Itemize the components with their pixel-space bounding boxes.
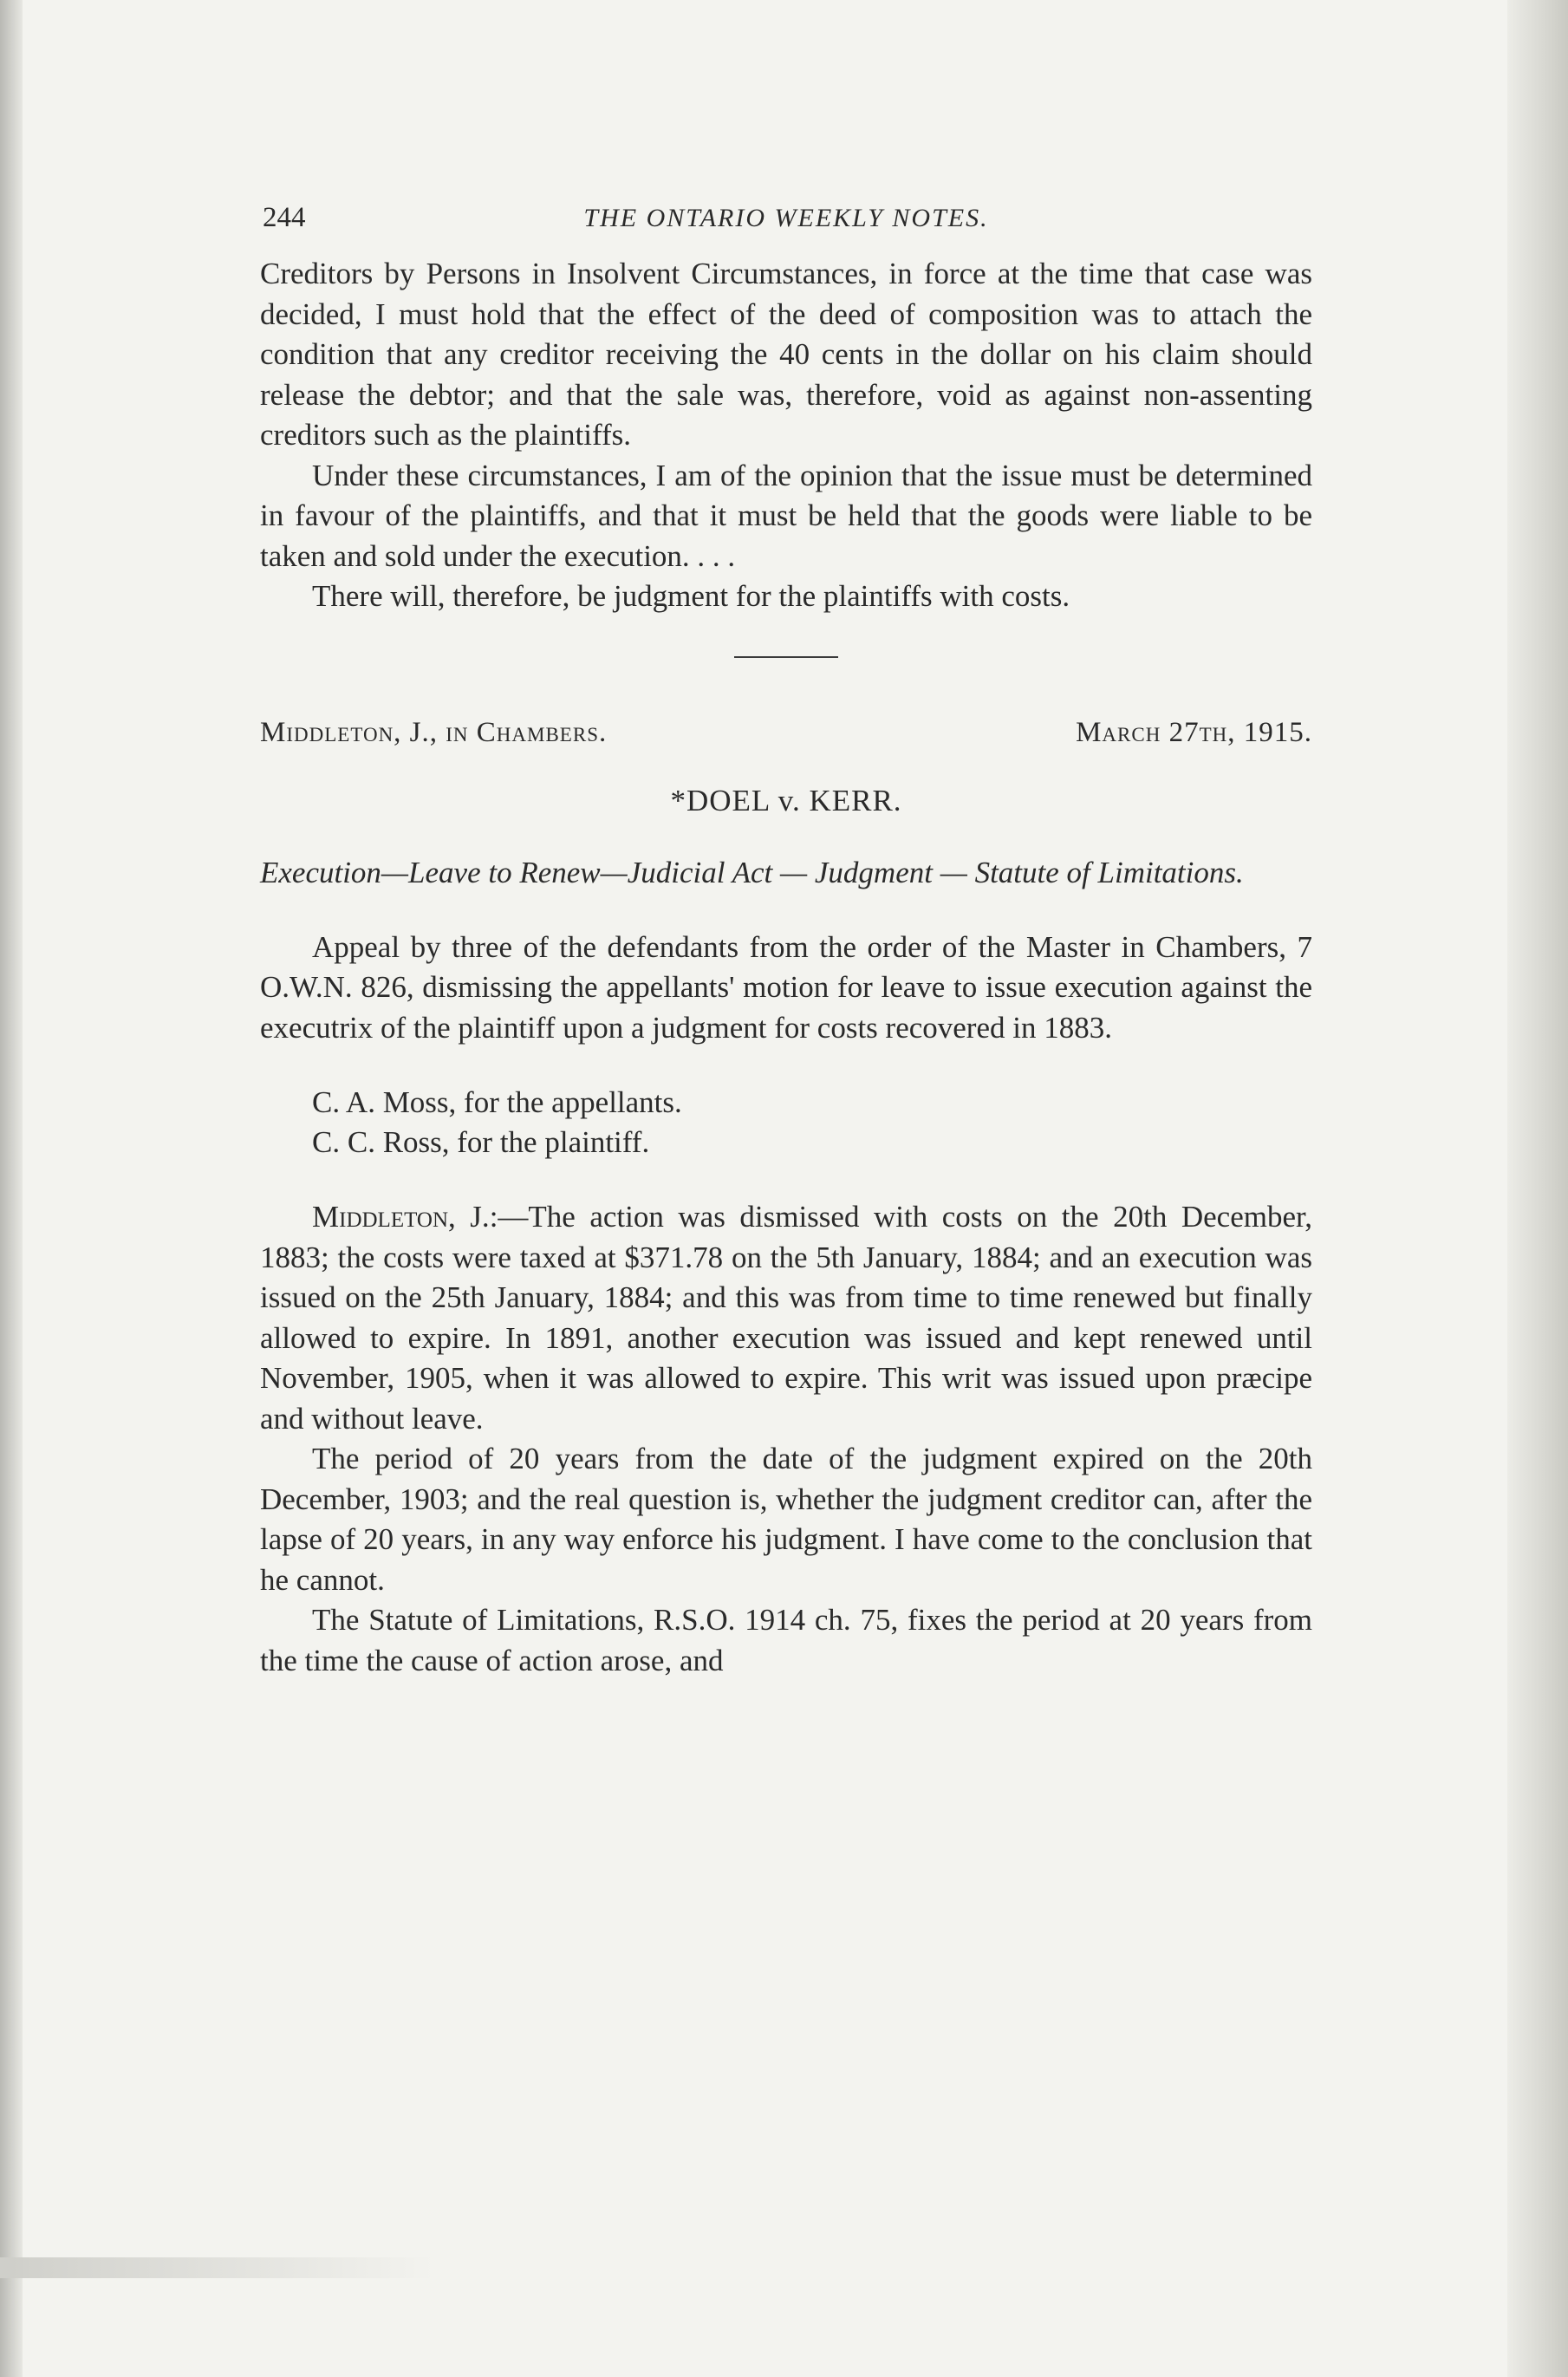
- journal-title: THE ONTARIO WEEKLY NOTES.: [583, 204, 989, 232]
- judgment-opening: [260, 1197, 1312, 1439]
- judge-name: Middleton, J.: [312, 1200, 490, 1234]
- judgment-paragraph: There will, therefore, be judgment for the plaintiffs with costs.: [312, 579, 1070, 613]
- counsel-plaintiff: C. C. Ross, for the plaintiff.: [312, 1125, 650, 1159]
- judgment-paragraph-3: The Statute of Limitations, R.S.O. 1914 ch. 75, fixes the period at 20 years from the time the cause of action arose, and: [260, 1603, 1312, 1677]
- judgment-paragraph-2: The period of 20 years from the date of the judgment expired on the 20th December, 1903; and the real question is, whether the judgment creditor can, after the lapse of 20 years, in any way enforce his judgment. I have come to the conclusion that he cannot.: [260, 1442, 1312, 1597]
- headnote: Execution—Leave to Renew—Judicial Act — Judgment — Statute of Limitations.: [260, 855, 1244, 889]
- spacer: [260, 1048, 1312, 1083]
- running-head: [260, 195, 1312, 247]
- counsel-appellants: C. A. Moss, for the appellants.: [312, 1085, 682, 1119]
- spacer: [260, 1162, 1312, 1197]
- case-title: *DOEL v. KERR.: [670, 783, 902, 817]
- section-divider: [734, 656, 838, 658]
- page-content: [260, 195, 1312, 1681]
- judgment-text: :—The action was dismissed with costs on the 20th December, 1883; the costs were taxed at $371.78 on the 5th January, 1884; and an execution was issued on the 25th January, 1884; and this was from time to time renewed but finally allowed to expire. In 1891, another execution was issued and kept renewed until November, 1905, when it was allowed to expire. This writ was issued upon præcipe and without leave.: [260, 1200, 1312, 1436]
- court-line: [260, 717, 1312, 749]
- page-number: 244: [263, 202, 306, 233]
- court-name: Middleton, J., in Chambers.: [260, 716, 608, 748]
- opinion-paragraph: Under these circumstances, I am of the opinion that the issue must be determined in favour of the plaintiffs, and that it must be held that the goods were liable to be taken and sold under the execution. . . .: [260, 458, 1312, 573]
- continued-paragraph: Creditors by Persons in Insolvent Circumstances, in force at the time that case was decided, I must hold that the effect of the deed of composition was to attach the condition that any creditor receiving the 40 cents in the dollar on his claim should release the debtor; and that the sale was, therefore, void as against non-assenting creditors such as the plaintiffs.: [260, 257, 1312, 452]
- page-right-edge: [1507, 0, 1568, 2377]
- decision-date: March 27th, 1915.: [1076, 716, 1312, 748]
- scan-artifact-strip: [0, 2257, 433, 2278]
- page-gutter-shadow: [0, 0, 23, 2377]
- case-summary: Appeal by three of the defendants from the order of the Master in Chambers, 7 O.W.N. 826, dismissing the appellants' motion for leave to issue execution against the executrix of the plaintiff upon a judgment for costs recovered in 1883.: [260, 929, 1312, 1045]
